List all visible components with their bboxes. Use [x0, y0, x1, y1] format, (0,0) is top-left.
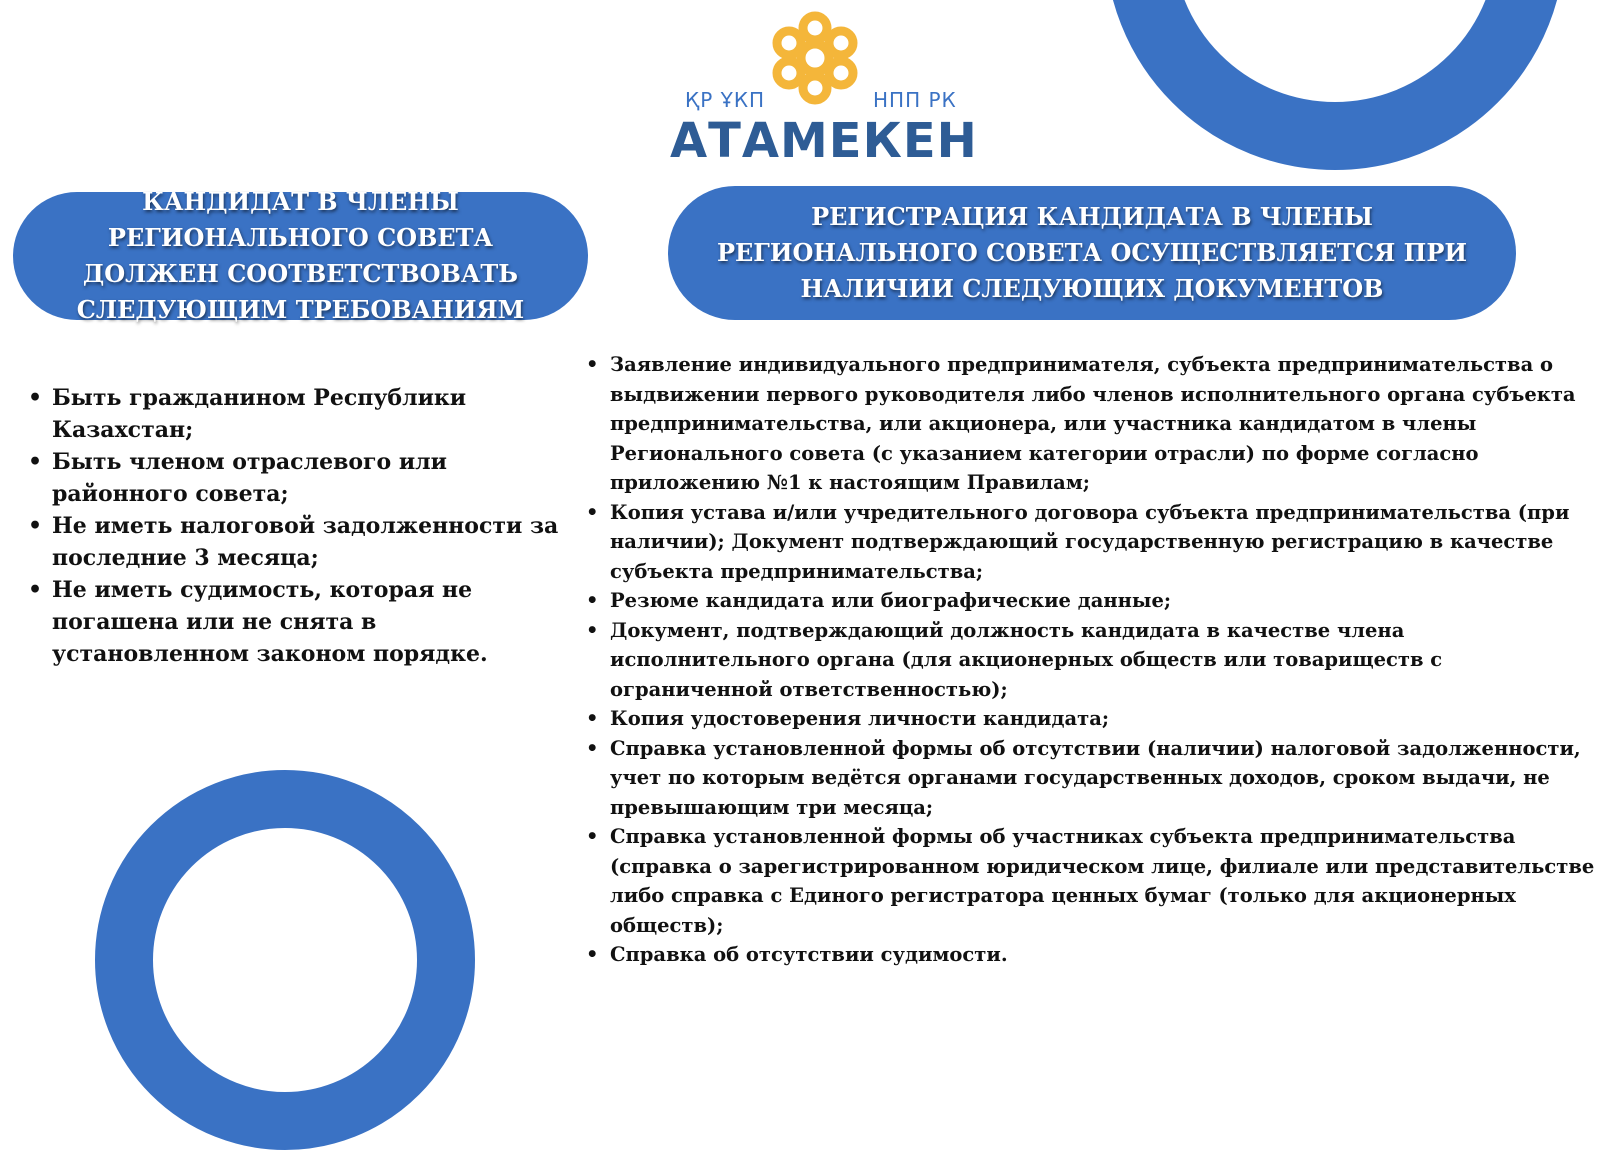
logo-brand-name: АТАМЕКЕН: [670, 113, 978, 169]
list-item: • Не иметь налоговой задолженности за последние 3 месяца;: [52, 510, 562, 574]
list-item: • Заявление индивидуального предпринимателя, субъекта предпринимательства о выдвижении первого руководителя либо членов исполнительного органа субъекта предпринимательства, или акционера, или участника кандидатом в члены Регионального совета (с указанием категории отрасли) по форме согласно приложению №1 к настоящим Правилам;: [610, 350, 1600, 498]
requirements-heading: КАНДИДАТ В ЧЛЕНЫ РЕГИОНАЛЬНОГО СОВЕТА ДОЛЖЕН СООТВЕТСТВОВАТЬ СЛЕДУЮЩИМ ТРЕБОВАНИЯМ: [13, 192, 588, 320]
list-item: • Документ, подтверждающий должность кандидата в качестве члена исполнительного органа (для акционерных обществ или товариществ с ограниченной ответственностью);: [610, 616, 1600, 705]
decorative-ring-bottom: [95, 770, 475, 1150]
documents-heading: РЕГИСТРАЦИЯ КАНДИДАТА В ЧЛЕНЫ РЕГИОНАЛЬНОГО СОВЕТА ОСУЩЕСТВЛЯЕТСЯ ПРИ НАЛИЧИИ СЛЕДУЮЩИХ ДОКУМЕНТОВ: [668, 186, 1516, 320]
list-item: • Копия устава и/или учредительного договора субъекта предпринимательства (при наличии); Документ подтверждающий государственную регистрацию в качестве субъекта предпринимательства;: [610, 498, 1600, 587]
list-item: • Копия удостоверения личности кандидата;: [610, 704, 1600, 734]
list-item: • Резюме кандидата или биографические данные;: [610, 586, 1600, 616]
logo-kz-abbreviation: ҚР ҰКП: [685, 88, 766, 112]
list-item: • Не иметь судимость, которая не погашена или не снята в установленном законом порядке.: [52, 574, 562, 670]
list-item: • Справка об отсутствии судимости.: [610, 940, 1600, 970]
list-item: • Быть членом отраслевого или районного совета;: [52, 446, 562, 510]
atameken-logo: [665, 8, 978, 169]
list-item: • Справка установленной формы об отсутствии (наличии) налоговой задолженности, учет по которым ведётся органами государственных доходов, сроком выдачи, не превышающим три месяца;: [610, 734, 1600, 823]
decorative-ring-top: [1105, 0, 1565, 170]
logo-ru-abbreviation: НПП РК: [873, 88, 957, 112]
list-item: • Справка установленной формы об участниках субъекта предпринимательства (справка о зарегистрированном юридическом лице, филиале или представительстве либо справка с Единого регистратора ценных бумаг (только для акционерных обществ);: [610, 822, 1600, 940]
documents-list: [610, 350, 1600, 970]
ornament-logo-icon: [765, 8, 865, 108]
list-item: • Быть гражданином Республики Казахстан;: [52, 382, 562, 446]
requirements-list: [52, 382, 562, 670]
